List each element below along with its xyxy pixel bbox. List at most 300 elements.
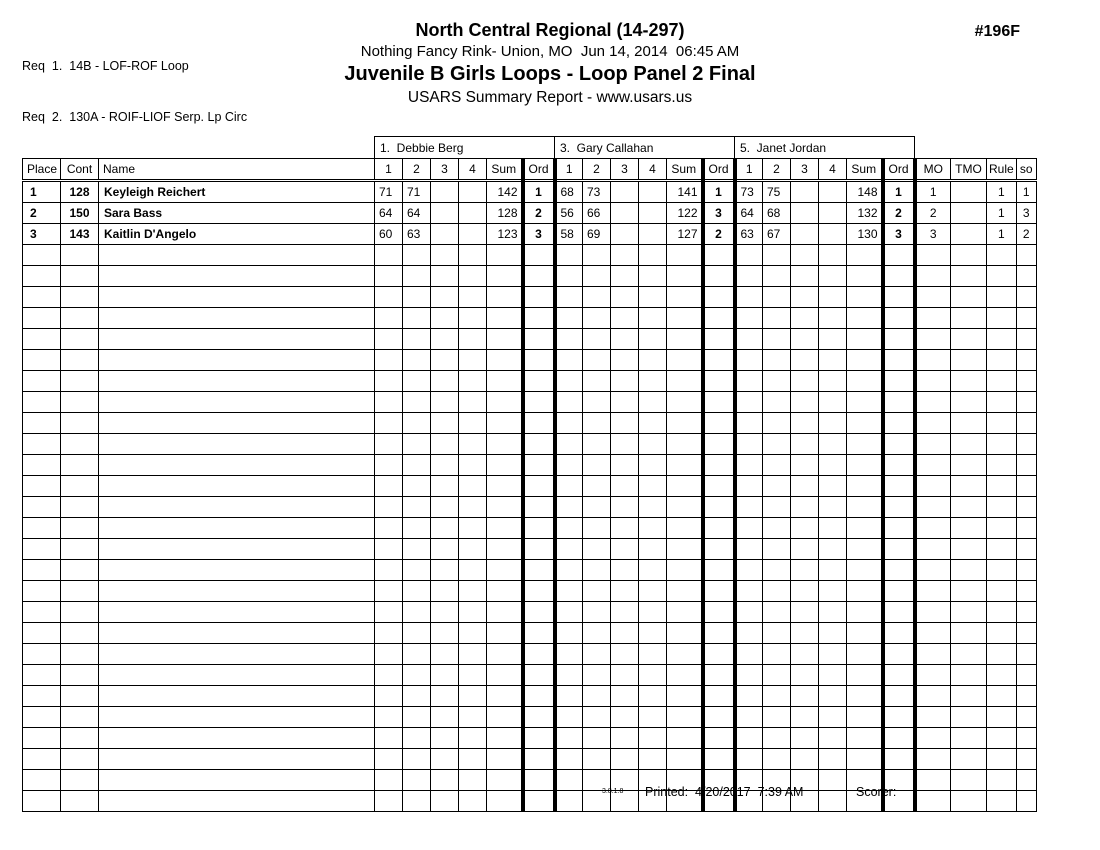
score-cell bbox=[735, 308, 763, 329]
name-cell bbox=[99, 245, 375, 266]
empty-row bbox=[23, 329, 1037, 350]
score-cell bbox=[735, 602, 763, 623]
score-cell bbox=[375, 791, 403, 812]
score-cell bbox=[459, 560, 487, 581]
mo-cell bbox=[915, 476, 951, 497]
score-cell bbox=[403, 686, 431, 707]
score-cell bbox=[819, 476, 847, 497]
score-cell bbox=[583, 560, 611, 581]
ord-cell: 1 bbox=[703, 181, 735, 203]
cont-cell bbox=[61, 455, 99, 476]
score-cell bbox=[459, 308, 487, 329]
ord-cell bbox=[883, 644, 915, 665]
printed-timestamp: Printed: 4/20/2017 7:39 AM bbox=[645, 785, 804, 799]
score-cell bbox=[611, 392, 639, 413]
ord-cell bbox=[703, 350, 735, 371]
sum-cell bbox=[667, 287, 703, 308]
score-cell bbox=[639, 455, 667, 476]
score-cell bbox=[583, 497, 611, 518]
rule-cell: 1 bbox=[987, 203, 1017, 224]
sum-cell bbox=[487, 434, 523, 455]
sum-cell bbox=[847, 665, 883, 686]
ord-cell bbox=[883, 413, 915, 434]
score-cell bbox=[555, 686, 583, 707]
score-cell bbox=[375, 770, 403, 791]
mo-cell bbox=[915, 707, 951, 728]
empty-row bbox=[23, 602, 1037, 623]
rule-cell bbox=[987, 266, 1017, 287]
tmo-cell bbox=[951, 413, 987, 434]
sum-cell bbox=[487, 749, 523, 770]
score-cell bbox=[791, 392, 819, 413]
ord-cell bbox=[883, 266, 915, 287]
cont-cell bbox=[61, 560, 99, 581]
score-cell bbox=[555, 287, 583, 308]
score-cell bbox=[735, 266, 763, 287]
ord-cell bbox=[523, 539, 555, 560]
tmo-cell bbox=[951, 749, 987, 770]
so-cell bbox=[1016, 287, 1036, 308]
col-header-mo: MO bbox=[915, 159, 951, 181]
mo-cell: 3 bbox=[915, 224, 951, 245]
score-cell bbox=[611, 665, 639, 686]
score-cell bbox=[375, 602, 403, 623]
score-cell bbox=[403, 749, 431, 770]
ord-cell bbox=[523, 602, 555, 623]
score-cell bbox=[431, 644, 459, 665]
empty-row bbox=[23, 560, 1037, 581]
sum-cell: 142 bbox=[487, 181, 523, 203]
rule-cell bbox=[987, 392, 1017, 413]
score-cell bbox=[611, 476, 639, 497]
score-cell bbox=[819, 224, 847, 245]
place-cell bbox=[23, 539, 61, 560]
score-cell bbox=[431, 518, 459, 539]
name-cell bbox=[99, 581, 375, 602]
sum-cell bbox=[487, 413, 523, 434]
score-cell bbox=[791, 287, 819, 308]
name-cell bbox=[99, 287, 375, 308]
score-cell bbox=[375, 266, 403, 287]
ord-cell bbox=[523, 455, 555, 476]
ord-cell bbox=[523, 770, 555, 791]
score-cell bbox=[375, 476, 403, 497]
ord-cell bbox=[883, 476, 915, 497]
sum-cell bbox=[847, 287, 883, 308]
score-cell bbox=[791, 350, 819, 371]
score-cell bbox=[459, 602, 487, 623]
score-cell bbox=[791, 245, 819, 266]
col-header-score-1: 1 bbox=[375, 159, 403, 181]
score-cell bbox=[819, 644, 847, 665]
score-cell bbox=[555, 518, 583, 539]
sum-cell bbox=[667, 329, 703, 350]
score-cell bbox=[611, 350, 639, 371]
ord-cell bbox=[523, 644, 555, 665]
score-cell bbox=[639, 707, 667, 728]
score-cell bbox=[555, 434, 583, 455]
score-cell bbox=[611, 749, 639, 770]
score-cell bbox=[583, 266, 611, 287]
score-cell bbox=[819, 434, 847, 455]
name-cell bbox=[99, 707, 375, 728]
score-cell bbox=[735, 707, 763, 728]
col-header-score-3: 3 bbox=[611, 159, 639, 181]
score-cell bbox=[555, 245, 583, 266]
score-cell bbox=[431, 539, 459, 560]
ord-cell: 2 bbox=[883, 203, 915, 224]
score-cell bbox=[459, 329, 487, 350]
sum-cell bbox=[487, 686, 523, 707]
score-cell bbox=[459, 644, 487, 665]
tmo-cell bbox=[951, 329, 987, 350]
name-cell bbox=[99, 665, 375, 686]
score-cell bbox=[735, 539, 763, 560]
sum-cell bbox=[667, 644, 703, 665]
rule-cell bbox=[987, 560, 1017, 581]
sum-cell bbox=[667, 266, 703, 287]
software-version: 3.8.1.8 bbox=[602, 788, 624, 795]
score-cell bbox=[791, 434, 819, 455]
rule-cell bbox=[987, 581, 1017, 602]
score-cell bbox=[763, 329, 791, 350]
cont-cell bbox=[61, 434, 99, 455]
score-cell bbox=[583, 602, 611, 623]
rule-cell bbox=[987, 413, 1017, 434]
tmo-cell bbox=[951, 560, 987, 581]
score-cell bbox=[459, 728, 487, 749]
score-cell bbox=[819, 770, 847, 791]
ord-cell bbox=[703, 644, 735, 665]
mo-cell bbox=[915, 623, 951, 644]
ord-cell bbox=[523, 308, 555, 329]
score-cell bbox=[583, 623, 611, 644]
score-cell bbox=[459, 791, 487, 812]
score-cell bbox=[555, 455, 583, 476]
score-cell bbox=[639, 434, 667, 455]
score-cell bbox=[431, 497, 459, 518]
tmo-cell bbox=[951, 181, 987, 203]
sum-cell bbox=[667, 476, 703, 497]
score-cell bbox=[611, 287, 639, 308]
tmo-cell bbox=[951, 539, 987, 560]
score-cell bbox=[583, 581, 611, 602]
score-cell bbox=[431, 686, 459, 707]
score-cell bbox=[583, 308, 611, 329]
score-cell bbox=[459, 350, 487, 371]
score-cell bbox=[459, 623, 487, 644]
mo-cell bbox=[915, 602, 951, 623]
sum-cell: 130 bbox=[847, 224, 883, 245]
cont-cell bbox=[61, 413, 99, 434]
score-cell bbox=[763, 245, 791, 266]
score-cell bbox=[375, 560, 403, 581]
mo-cell bbox=[915, 371, 951, 392]
place-cell bbox=[23, 623, 61, 644]
score-cell bbox=[403, 728, 431, 749]
so-cell bbox=[1016, 623, 1036, 644]
score-cell bbox=[639, 266, 667, 287]
mo-cell bbox=[915, 497, 951, 518]
ord-cell bbox=[703, 266, 735, 287]
rule-cell bbox=[987, 707, 1017, 728]
so-cell bbox=[1016, 350, 1036, 371]
score-cell bbox=[639, 665, 667, 686]
score-cell bbox=[611, 644, 639, 665]
score-cell bbox=[375, 392, 403, 413]
score-cell bbox=[639, 644, 667, 665]
score-cell bbox=[735, 623, 763, 644]
results-table-wrap bbox=[22, 136, 1037, 812]
so-cell bbox=[1016, 581, 1036, 602]
rule-cell bbox=[987, 539, 1017, 560]
score-cell bbox=[735, 581, 763, 602]
score-cell bbox=[375, 455, 403, 476]
score-cell: 66 bbox=[583, 203, 611, 224]
ord-cell bbox=[883, 497, 915, 518]
so-cell: 3 bbox=[1016, 203, 1036, 224]
score-cell bbox=[639, 245, 667, 266]
score-cell bbox=[791, 413, 819, 434]
col-header-sum: Sum bbox=[847, 159, 883, 181]
score-cell bbox=[431, 245, 459, 266]
ord-cell bbox=[703, 497, 735, 518]
score-cell bbox=[763, 749, 791, 770]
score-cell bbox=[431, 287, 459, 308]
score-cell bbox=[555, 602, 583, 623]
score-cell bbox=[431, 560, 459, 581]
score-cell bbox=[611, 581, 639, 602]
sum-cell bbox=[847, 644, 883, 665]
score-cell bbox=[735, 749, 763, 770]
sum-cell bbox=[667, 497, 703, 518]
score-cell bbox=[735, 434, 763, 455]
score-cell bbox=[763, 623, 791, 644]
name-cell: Keyleigh Reichert bbox=[99, 181, 375, 203]
sum-cell bbox=[847, 476, 883, 497]
score-cell bbox=[375, 371, 403, 392]
score-cell bbox=[555, 770, 583, 791]
score-cell bbox=[763, 728, 791, 749]
ord-cell bbox=[703, 560, 735, 581]
score-cell bbox=[431, 476, 459, 497]
cont-cell bbox=[61, 266, 99, 287]
score-cell bbox=[611, 455, 639, 476]
sum-cell bbox=[847, 245, 883, 266]
score-cell bbox=[791, 455, 819, 476]
score-cell bbox=[819, 455, 847, 476]
cont-cell bbox=[61, 581, 99, 602]
score-cell bbox=[763, 686, 791, 707]
ord-cell bbox=[883, 518, 915, 539]
venue-date-line: Nothing Fancy Rink- Union, MO Jun 14, 2014 06:45 AM bbox=[360, 43, 740, 60]
cont-cell bbox=[61, 350, 99, 371]
page-title: North Central Regional (14-297) bbox=[415, 20, 685, 40]
judge-name-1: 1. Debbie Berg bbox=[375, 137, 555, 159]
tmo-cell bbox=[951, 665, 987, 686]
score-cell bbox=[611, 266, 639, 287]
results-table bbox=[22, 136, 1037, 812]
so-cell bbox=[1016, 245, 1036, 266]
place-cell bbox=[23, 476, 61, 497]
score-cell bbox=[611, 602, 639, 623]
rule-cell bbox=[987, 644, 1017, 665]
score-cell bbox=[459, 665, 487, 686]
score-cell bbox=[403, 602, 431, 623]
sum-cell bbox=[847, 371, 883, 392]
sum-cell: 123 bbox=[487, 224, 523, 245]
score-cell bbox=[763, 392, 791, 413]
ord-cell bbox=[883, 371, 915, 392]
score-cell: 71 bbox=[403, 181, 431, 203]
score-cell bbox=[431, 224, 459, 245]
score-cell bbox=[763, 665, 791, 686]
ord-cell bbox=[703, 686, 735, 707]
tmo-cell bbox=[951, 287, 987, 308]
col-header-score-4: 4 bbox=[819, 159, 847, 181]
tmo-cell bbox=[951, 581, 987, 602]
rule-cell bbox=[987, 791, 1017, 812]
name-cell bbox=[99, 329, 375, 350]
score-cell bbox=[611, 707, 639, 728]
score-cell bbox=[819, 392, 847, 413]
score-cell bbox=[459, 181, 487, 203]
ord-cell bbox=[883, 392, 915, 413]
name-cell bbox=[99, 392, 375, 413]
score-cell bbox=[375, 350, 403, 371]
cont-cell bbox=[61, 329, 99, 350]
so-cell bbox=[1016, 686, 1036, 707]
sum-cell: 132 bbox=[847, 203, 883, 224]
empty-row bbox=[23, 245, 1037, 266]
score-cell bbox=[639, 602, 667, 623]
score-cell bbox=[763, 518, 791, 539]
empty-row bbox=[23, 287, 1037, 308]
empty-row bbox=[23, 539, 1037, 560]
score-cell bbox=[459, 266, 487, 287]
score-cell bbox=[431, 203, 459, 224]
score-cell bbox=[459, 371, 487, 392]
ord-cell bbox=[523, 560, 555, 581]
ord-cell bbox=[883, 623, 915, 644]
score-cell bbox=[819, 371, 847, 392]
score-cell bbox=[375, 707, 403, 728]
score-cell bbox=[735, 350, 763, 371]
col-header-sum: Sum bbox=[487, 159, 523, 181]
score-cell bbox=[611, 434, 639, 455]
empty-row bbox=[23, 707, 1037, 728]
rule-cell bbox=[987, 245, 1017, 266]
score-cell bbox=[735, 245, 763, 266]
place-cell bbox=[23, 350, 61, 371]
score-cell bbox=[819, 560, 847, 581]
col-header-score-2: 2 bbox=[763, 159, 791, 181]
ord-cell bbox=[703, 665, 735, 686]
ord-cell: 1 bbox=[883, 181, 915, 203]
sum-cell bbox=[487, 518, 523, 539]
place-cell: 2 bbox=[23, 203, 61, 224]
name-cell bbox=[99, 434, 375, 455]
score-cell bbox=[403, 455, 431, 476]
empty-row bbox=[23, 623, 1037, 644]
sum-cell bbox=[487, 371, 523, 392]
score-cell bbox=[819, 749, 847, 770]
score-cell bbox=[611, 413, 639, 434]
place-cell bbox=[23, 791, 61, 812]
title-block bbox=[0, 20, 1100, 107]
score-cell bbox=[819, 350, 847, 371]
score-cell bbox=[819, 791, 847, 812]
ord-cell bbox=[703, 308, 735, 329]
score-cell bbox=[403, 644, 431, 665]
score-cell bbox=[583, 434, 611, 455]
sum-cell bbox=[487, 455, 523, 476]
sum-cell bbox=[487, 308, 523, 329]
sum-cell bbox=[487, 245, 523, 266]
score-cell bbox=[791, 749, 819, 770]
ord-cell bbox=[703, 707, 735, 728]
col-header-rule: Rule bbox=[987, 159, 1017, 181]
ord-cell bbox=[703, 392, 735, 413]
place-cell bbox=[23, 497, 61, 518]
mo-cell: 1 bbox=[915, 181, 951, 203]
score-cell bbox=[583, 413, 611, 434]
col-header-score-4: 4 bbox=[459, 159, 487, 181]
mo-cell bbox=[915, 287, 951, 308]
score-cell: 64 bbox=[403, 203, 431, 224]
place-cell bbox=[23, 560, 61, 581]
doc-number: #196F bbox=[974, 23, 1020, 40]
mo-cell bbox=[915, 581, 951, 602]
ord-cell bbox=[883, 350, 915, 371]
score-cell bbox=[431, 181, 459, 203]
so-cell bbox=[1016, 770, 1036, 791]
col-header-ord: Ord bbox=[703, 159, 735, 181]
so-cell bbox=[1016, 413, 1036, 434]
sum-cell bbox=[487, 791, 523, 812]
sum-cell bbox=[487, 392, 523, 413]
score-cell bbox=[819, 329, 847, 350]
score-cell bbox=[763, 581, 791, 602]
name-cell bbox=[99, 560, 375, 581]
score-cell bbox=[791, 539, 819, 560]
cont-cell bbox=[61, 497, 99, 518]
score-cell bbox=[403, 791, 431, 812]
cont-cell bbox=[61, 245, 99, 266]
score-cell bbox=[403, 266, 431, 287]
score-cell bbox=[611, 203, 639, 224]
score-cell bbox=[791, 518, 819, 539]
score-cell bbox=[583, 392, 611, 413]
score-cell bbox=[431, 266, 459, 287]
tmo-cell bbox=[951, 686, 987, 707]
score-cell bbox=[639, 623, 667, 644]
mo-cell bbox=[915, 434, 951, 455]
score-cell bbox=[819, 707, 847, 728]
score-cell bbox=[791, 224, 819, 245]
ord-cell bbox=[703, 539, 735, 560]
empty-row bbox=[23, 308, 1037, 329]
tmo-cell bbox=[951, 371, 987, 392]
mo-cell bbox=[915, 560, 951, 581]
score-cell bbox=[403, 434, 431, 455]
score-cell: 71 bbox=[375, 181, 403, 203]
score-cell bbox=[403, 287, 431, 308]
score-cell bbox=[375, 665, 403, 686]
rule-cell bbox=[987, 371, 1017, 392]
place-cell bbox=[23, 392, 61, 413]
score-cell bbox=[583, 539, 611, 560]
